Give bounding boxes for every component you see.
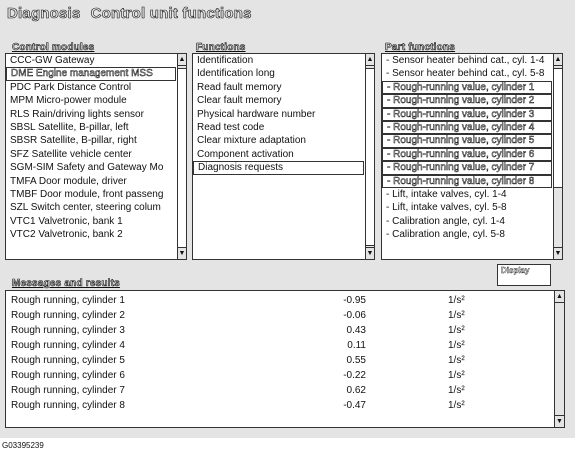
- result-value: 0.55: [346, 355, 366, 366]
- result-row: [6, 338, 546, 353]
- part-function-item[interactable]: - Rough-running value, cylinder 4: [382, 121, 552, 134]
- result-name: Rough running, cylinder 5: [11, 355, 125, 366]
- function-item[interactable]: Read fault memory: [197, 81, 282, 93]
- messages-scrollbar[interactable]: [554, 291, 564, 427]
- control-module-item[interactable]: TMFA Door module, driver: [10, 175, 127, 187]
- function-item[interactable]: Physical hardware number: [197, 108, 316, 120]
- result-value: -0.95: [343, 295, 366, 306]
- result-unit: 1/s²: [448, 370, 465, 381]
- functions-items: [193, 54, 366, 175]
- control-module-item[interactable]: DME Engine management MSS: [6, 67, 176, 80]
- result-unit: 1/s²: [448, 310, 465, 321]
- scroll-thumb[interactable]: [366, 68, 374, 246]
- function-item[interactable]: Identification long: [197, 68, 275, 80]
- result-value: 0.62: [346, 385, 366, 396]
- result-name: Rough running, cylinder 8: [11, 400, 125, 411]
- part-function-item[interactable]: - Lift, intake valves, cyl. 1-4: [386, 188, 507, 200]
- scroll-down-icon[interactable]: ▼: [555, 415, 564, 427]
- result-value: -0.47: [343, 400, 366, 411]
- control-module-item[interactable]: CCC-GW Gateway: [10, 55, 95, 66]
- result-row: [6, 383, 546, 398]
- result-row: [6, 353, 546, 368]
- result-row: [6, 398, 546, 413]
- control-module-item[interactable]: TMBF Door module, front passeng: [10, 188, 164, 200]
- functions-label: Functions: [196, 42, 246, 53]
- part-function-item[interactable]: - Calibration angle, cyl. 5-8: [386, 229, 505, 241]
- scroll-up-icon[interactable]: ▲: [178, 54, 186, 66]
- scroll-up-icon[interactable]: ▲: [555, 291, 564, 303]
- part-functions-label: Part functions: [385, 42, 456, 53]
- part-function-item[interactable]: - Rough-running value, cylinder 7: [382, 161, 552, 174]
- part-function-item[interactable]: - Calibration angle, cyl. 1-4: [386, 215, 505, 227]
- control-module-item[interactable]: VTC2 Valvetronic, bank 2: [10, 229, 123, 241]
- control-module-item[interactable]: SGM-SIM Safety and Gateway Mo: [10, 162, 164, 174]
- part-function-item[interactable]: - Rough-running value, cylinder 2: [382, 94, 552, 107]
- control-module-item[interactable]: SFZ Satellite vehicle center: [10, 148, 132, 160]
- scroll-thumb[interactable]: [178, 68, 186, 258]
- part-function-item[interactable]: - Rough-running value, cylinder 1: [382, 81, 552, 94]
- part-functions-items: [382, 54, 554, 241]
- scroll-down-icon[interactable]: ▼: [366, 247, 374, 259]
- part-function-item[interactable]: - Sensor heater behind cat., cyl. 1-4: [386, 55, 545, 66]
- page-title: [7, 5, 258, 22]
- figure-id: G03395239: [2, 441, 44, 450]
- result-value: -0.06: [343, 310, 366, 321]
- result-name: Rough running, cylinder 6: [11, 370, 125, 381]
- control-module-item[interactable]: MPM Micro-power module: [10, 95, 127, 107]
- function-item[interactable]: Diagnosis requests: [193, 161, 364, 174]
- function-item[interactable]: Clear mixture adaptation: [197, 135, 306, 147]
- control-module-item[interactable]: PDC Park Distance Control: [10, 81, 132, 93]
- result-name: Rough running, cylinder 1: [11, 295, 125, 306]
- control-module-item[interactable]: SBSL Satellite, B-pillar, left: [10, 121, 129, 133]
- result-name: Rough running, cylinder 2: [11, 310, 125, 321]
- control-module-item[interactable]: RLS Rain/driving lights sensor: [10, 108, 144, 120]
- result-row: [6, 308, 546, 323]
- title-part-diagnosis: Diagnosis: [7, 5, 81, 22]
- result-name: Rough running, cylinder 7: [11, 385, 125, 396]
- control-modules-scrollbar[interactable]: [177, 54, 186, 259]
- result-unit: 1/s²: [448, 400, 465, 411]
- scroll-down-icon[interactable]: ▼: [178, 247, 186, 259]
- result-unit: 1/s²: [448, 355, 465, 366]
- scroll-thumb[interactable]: [554, 68, 562, 188]
- result-unit: 1/s²: [448, 385, 465, 396]
- control-modules-list[interactable]: [5, 53, 187, 260]
- part-function-item[interactable]: - Rough-running value, cylinder 6: [382, 148, 552, 161]
- part-function-item[interactable]: - Sensor heater behind cat., cyl. 5-8: [386, 68, 545, 80]
- scroll-down-icon[interactable]: ▼: [554, 247, 562, 259]
- result-value: -0.22: [343, 370, 366, 381]
- functions-scrollbar[interactable]: [365, 54, 374, 259]
- title-part-functions: Control unit functions: [90, 5, 252, 22]
- result-row: [6, 368, 546, 383]
- part-functions-scrollbar[interactable]: [553, 54, 562, 259]
- scroll-up-icon[interactable]: ▲: [554, 54, 562, 66]
- result-name: Rough running, cylinder 3: [11, 325, 125, 336]
- control-module-item[interactable]: VTC1 Valvetronic, bank 1: [10, 215, 123, 227]
- messages-label: Messages and results: [12, 278, 120, 289]
- part-functions-list[interactable]: [381, 53, 563, 260]
- result-value: 0.43: [346, 325, 366, 336]
- display-button[interactable]: [497, 264, 551, 286]
- control-module-item[interactable]: SZL Switch center, steering colum: [10, 202, 161, 214]
- function-item[interactable]: Read test code: [197, 121, 265, 133]
- functions-list[interactable]: [192, 53, 375, 260]
- result-unit: 1/s²: [448, 340, 465, 351]
- result-unit: 1/s²: [448, 325, 465, 336]
- result-row: [6, 293, 546, 308]
- result-unit: 1/s²: [448, 295, 465, 306]
- control-modules-label: Control modules: [12, 42, 95, 53]
- result-value: 0.11: [347, 340, 366, 351]
- part-function-item[interactable]: - Lift, intake valves, cyl. 5-8: [386, 202, 507, 214]
- part-function-item[interactable]: - Rough-running value, cylinder 8: [382, 175, 552, 188]
- result-row: [6, 323, 546, 338]
- function-item[interactable]: Identification: [197, 55, 254, 66]
- control-module-item[interactable]: SBSR Satellite, B-pillar, right: [10, 135, 137, 147]
- part-function-item[interactable]: - Rough-running value, cylinder 5: [382, 134, 552, 147]
- function-item[interactable]: Component activation: [197, 148, 294, 160]
- result-name: Rough running, cylinder 4: [11, 340, 125, 351]
- control-modules-items: [6, 54, 178, 241]
- display-button-label: Display: [501, 266, 530, 275]
- messages-rows: [6, 291, 554, 427]
- messages-panel: [5, 290, 565, 428]
- function-item[interactable]: Clear fault memory: [197, 95, 282, 107]
- part-function-item[interactable]: - Rough-running value, cylinder 3: [382, 108, 552, 121]
- scroll-up-icon[interactable]: ▲: [366, 54, 374, 66]
